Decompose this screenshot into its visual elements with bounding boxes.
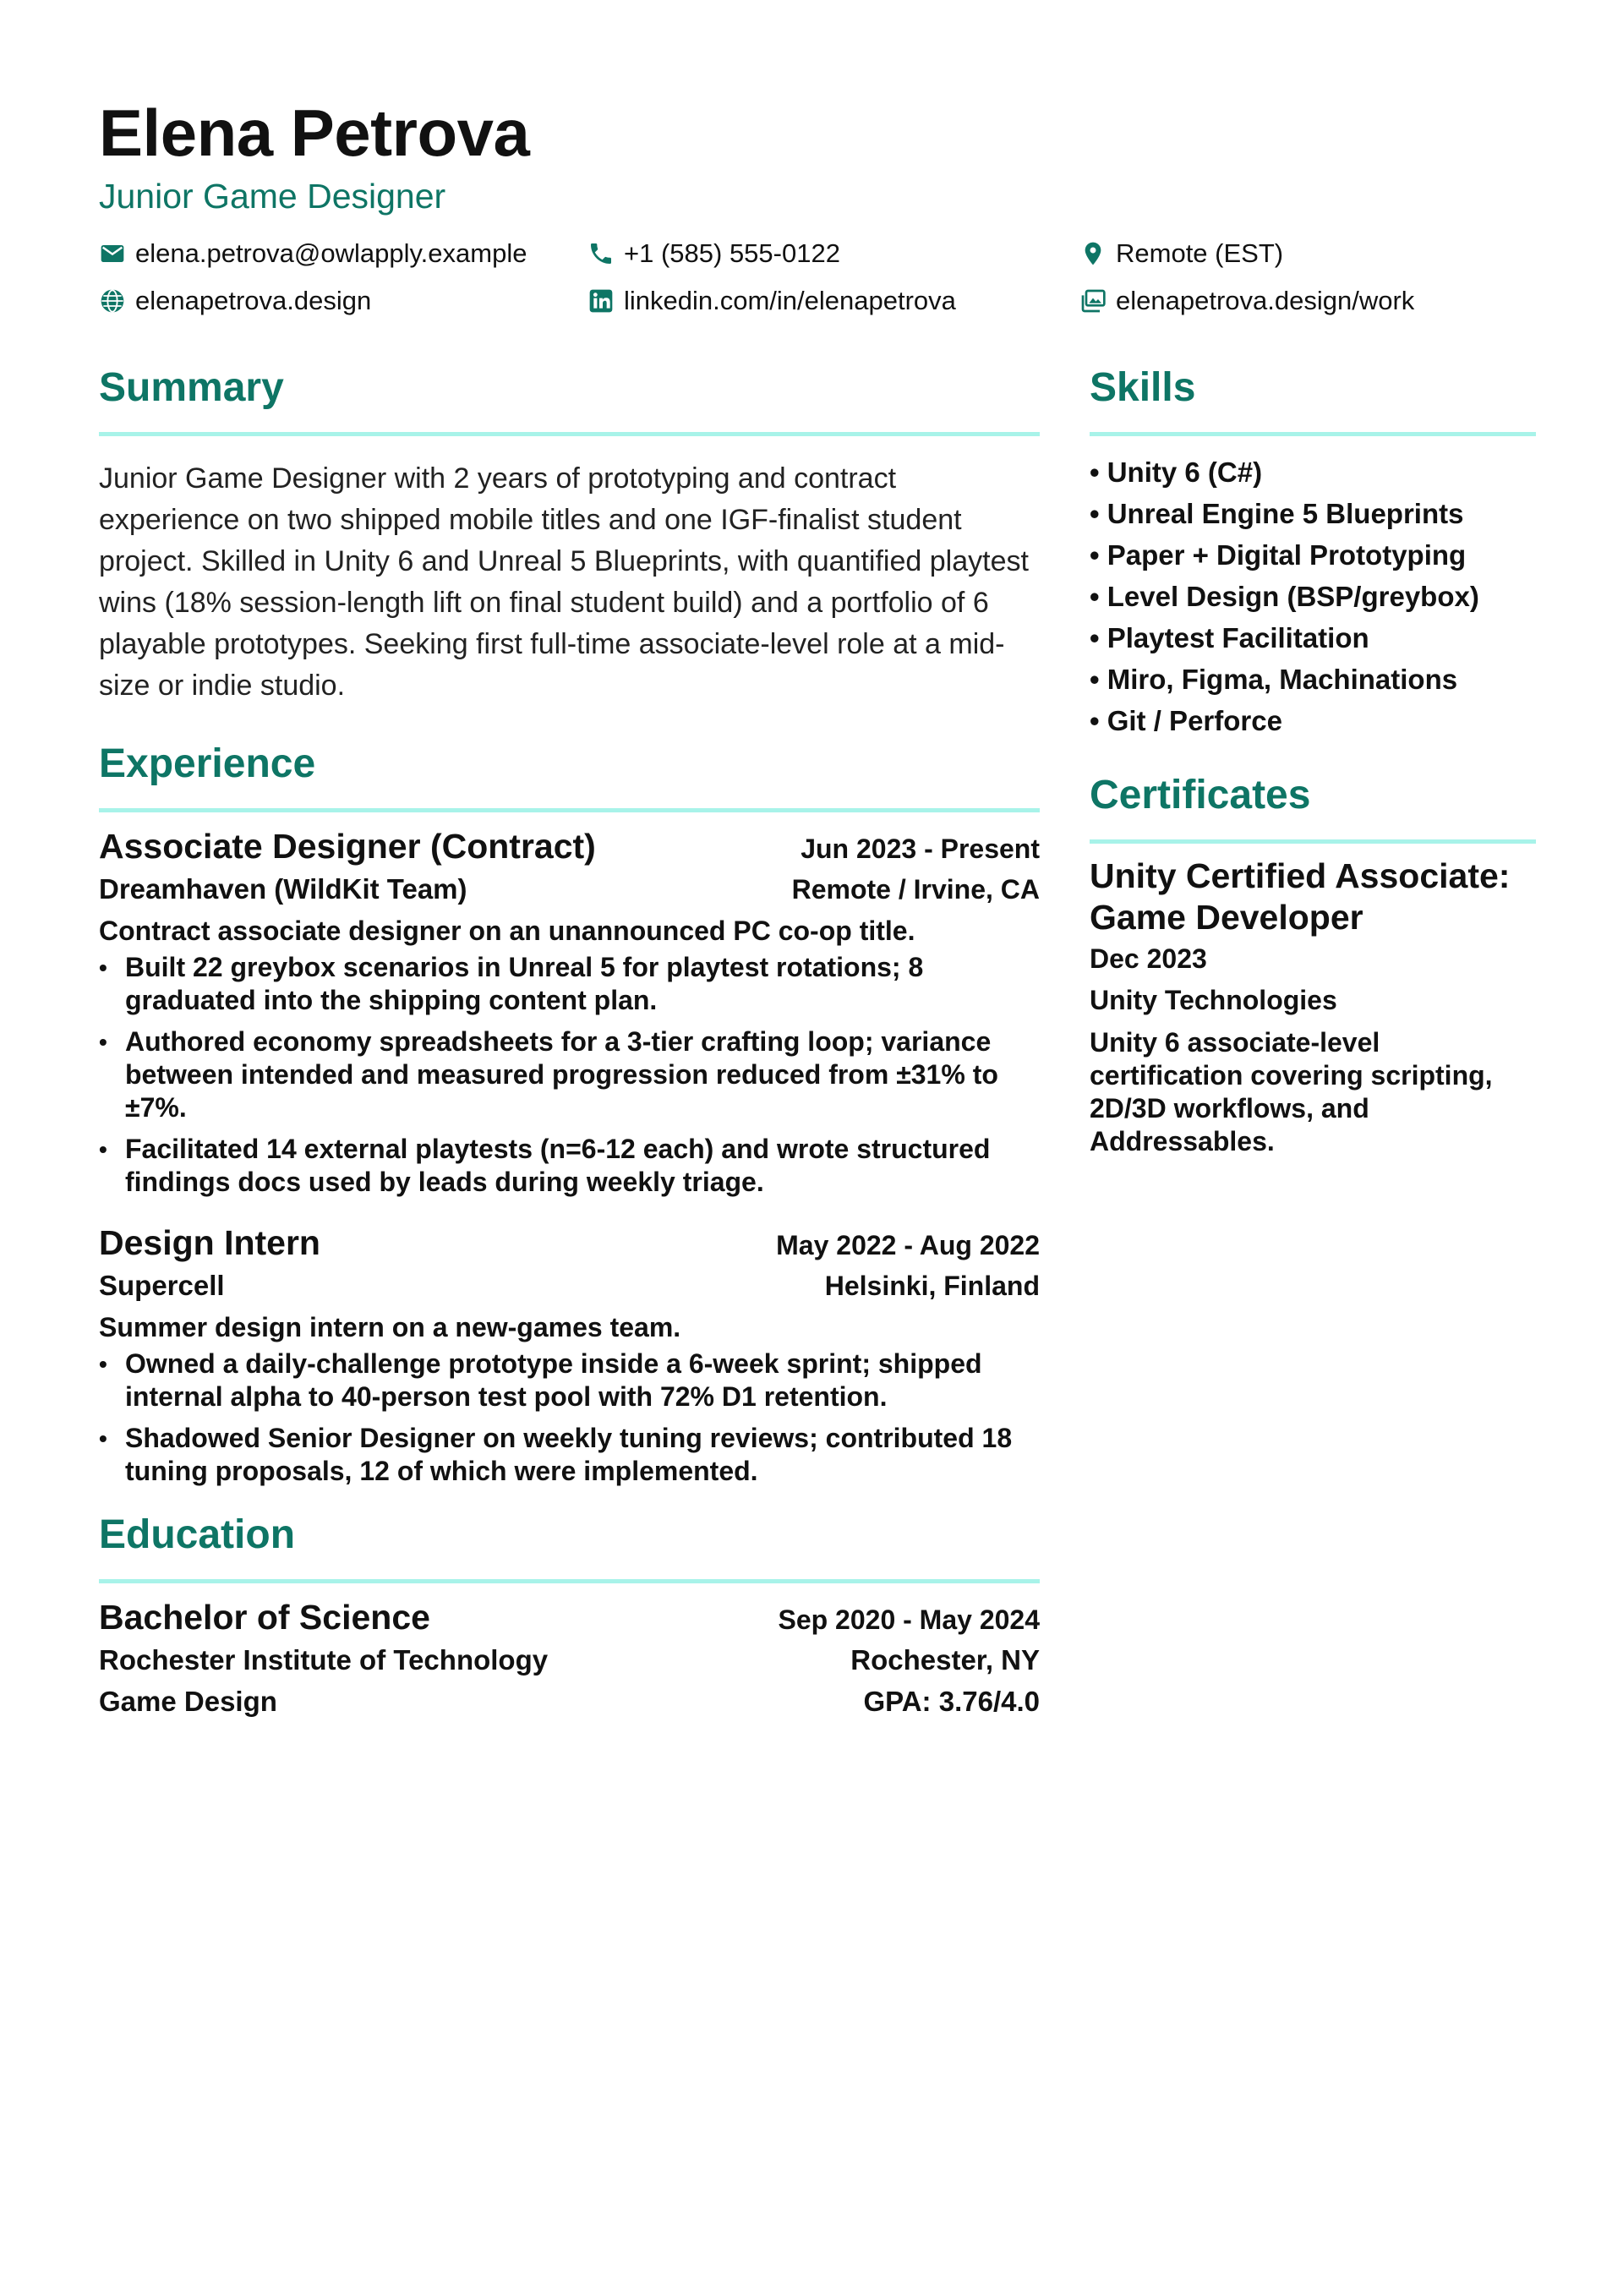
summary-text: Junior Game Designer with 2 years of prototyping and contract experience on two shipped mobile titles and one IGF-finalist student project. Skilled in Unity 6 and Unreal 5 Blueprints, with quantified playtest wins (18% session-length lift on final student build) and a portfolio of 6 playable prototypes. Seeking first full-time associate-level role at a mid-size or indie studio. — [99, 462, 1029, 702]
envelope-icon — [99, 240, 126, 267]
education-dates: Sep 2020 - May 2024 — [778, 1604, 1040, 1635]
skill-item: • Git / Perforce — [1090, 705, 1282, 736]
skill-item: • Paper + Digital Prototyping — [1090, 539, 1467, 571]
job-dates: May 2022 - Aug 2022 — [776, 1230, 1040, 1260]
globe-icon — [99, 287, 126, 314]
section-divider — [99, 808, 1040, 812]
section-heading: Summary — [99, 365, 284, 410]
list-item: • Built 22 greybox scenarios in Unreal 5 for playtest rotations; 8 graduated into the shipping content plan. — [99, 951, 1040, 1017]
school-location: Rochester, NY — [850, 1644, 1040, 1676]
section-divider — [1090, 432, 1536, 436]
section-divider — [99, 432, 1040, 436]
skills-section — [1090, 365, 1536, 741]
contact-website[interactable] — [99, 283, 587, 319]
candidate-name: Elena Petrova — [99, 96, 530, 170]
contact-phone[interactable] — [587, 236, 1079, 271]
certificate-description: Unity 6 associate-level certification covering scripting, 2D/3D workflows, and Addressables. — [1090, 1027, 1493, 1156]
contact-linkedin[interactable] — [587, 283, 1079, 319]
gpa: GPA: 3.76/4.0 — [863, 1686, 1040, 1717]
degree: Bachelor of Science — [99, 1598, 430, 1637]
left-column — [99, 365, 1040, 1722]
linkedin-icon — [587, 287, 615, 314]
contact-text: elenapetrova.design/work — [1116, 286, 1415, 315]
section-divider — [99, 1579, 1040, 1583]
contact-text: +1 (585) 555-0122 — [624, 238, 840, 268]
list-item: • Shadowed Senior Designer on weekly tuning reviews; contributed 18 tuning proposals, 12 of which were implemented. — [99, 1422, 1040, 1488]
skill-item: • Miro, Figma, Machinations — [1090, 664, 1458, 695]
contact-text: elenapetrova.design — [135, 286, 372, 315]
experience-section — [99, 741, 1040, 1488]
job-location: Helsinki, Finland — [824, 1271, 1040, 1301]
certificates-section — [1090, 775, 1536, 1158]
job-location: Remote / Irvine, CA — [791, 874, 1040, 905]
skills-list — [1090, 451, 1536, 741]
skill-item: • Playtest Facilitation — [1090, 622, 1369, 653]
certificate-date: Dec 2023 — [1090, 943, 1207, 974]
section-heading: Skills — [1090, 365, 1196, 410]
job-company: Dreamhaven (WildKit Team) — [99, 873, 467, 905]
certificate-issuer: Unity Technologies — [1090, 985, 1337, 1015]
contact-text: linkedin.com/in/elenapetrova — [624, 286, 956, 315]
contact-portfolio[interactable] — [1079, 283, 1536, 319]
summary-section — [99, 365, 1040, 707]
contact-location — [1079, 236, 1536, 271]
school-name: Rochester Institute of Technology — [99, 1644, 549, 1676]
list-item: • Authored economy spreadsheets for a 3-tier crafting loop; variance between intended and measured progression reduced from ±31% to ±7%. — [99, 1025, 1040, 1124]
skill-item: • Level Design (BSP/greybox) — [1090, 581, 1479, 612]
job-title: Design Intern — [99, 1223, 320, 1262]
job-bullets — [99, 951, 1040, 1199]
skill-item: • Unity 6 (C#) — [1090, 456, 1263, 488]
candidate-title: Junior Game Designer — [99, 177, 446, 216]
portfolio-images-icon — [1079, 287, 1107, 314]
section-heading: Certificates — [1090, 773, 1311, 817]
education-section — [99, 1512, 1040, 1722]
job-entry — [99, 1221, 1040, 1488]
contact-email[interactable] — [99, 236, 587, 271]
job-entry — [99, 824, 1040, 1199]
contact-text: Remote (EST) — [1116, 238, 1284, 268]
resume-page — [99, 96, 1536, 1717]
section-divider — [1090, 839, 1536, 844]
job-title: Associate Designer (Contract) — [99, 827, 596, 866]
phone-icon — [587, 240, 615, 267]
job-description: Contract associate designer on an unannounced PC co-op title. — [99, 916, 915, 946]
section-heading: Education — [99, 1512, 296, 1557]
job-bullets — [99, 1348, 1040, 1488]
section-heading: Experience — [99, 741, 316, 786]
list-item: • Owned a daily-challenge prototype inside a 6-week sprint; shipped internal alpha to 40-person test pool with 72% D1 retention. — [99, 1348, 1040, 1413]
certificate-name: Unity Certified Associate: Game Developer — [1090, 856, 1511, 937]
skill-item: • Unreal Engine 5 Blueprints — [1090, 498, 1464, 529]
major: Game Design — [99, 1686, 277, 1717]
job-company: Supercell — [99, 1270, 225, 1301]
location-pin-icon — [1079, 240, 1107, 267]
contact-grid — [99, 236, 1536, 319]
list-item: • Facilitated 14 external playtests (n=6-12 each) and wrote structured findings docs used by leads during weekly triage. — [99, 1133, 1040, 1199]
right-column — [1090, 365, 1536, 1158]
job-description: Summer design intern on a new-games team. — [99, 1312, 681, 1342]
contact-text: elena.petrova@owlapply.example — [135, 238, 527, 268]
job-dates: Jun 2023 - Present — [801, 834, 1040, 864]
